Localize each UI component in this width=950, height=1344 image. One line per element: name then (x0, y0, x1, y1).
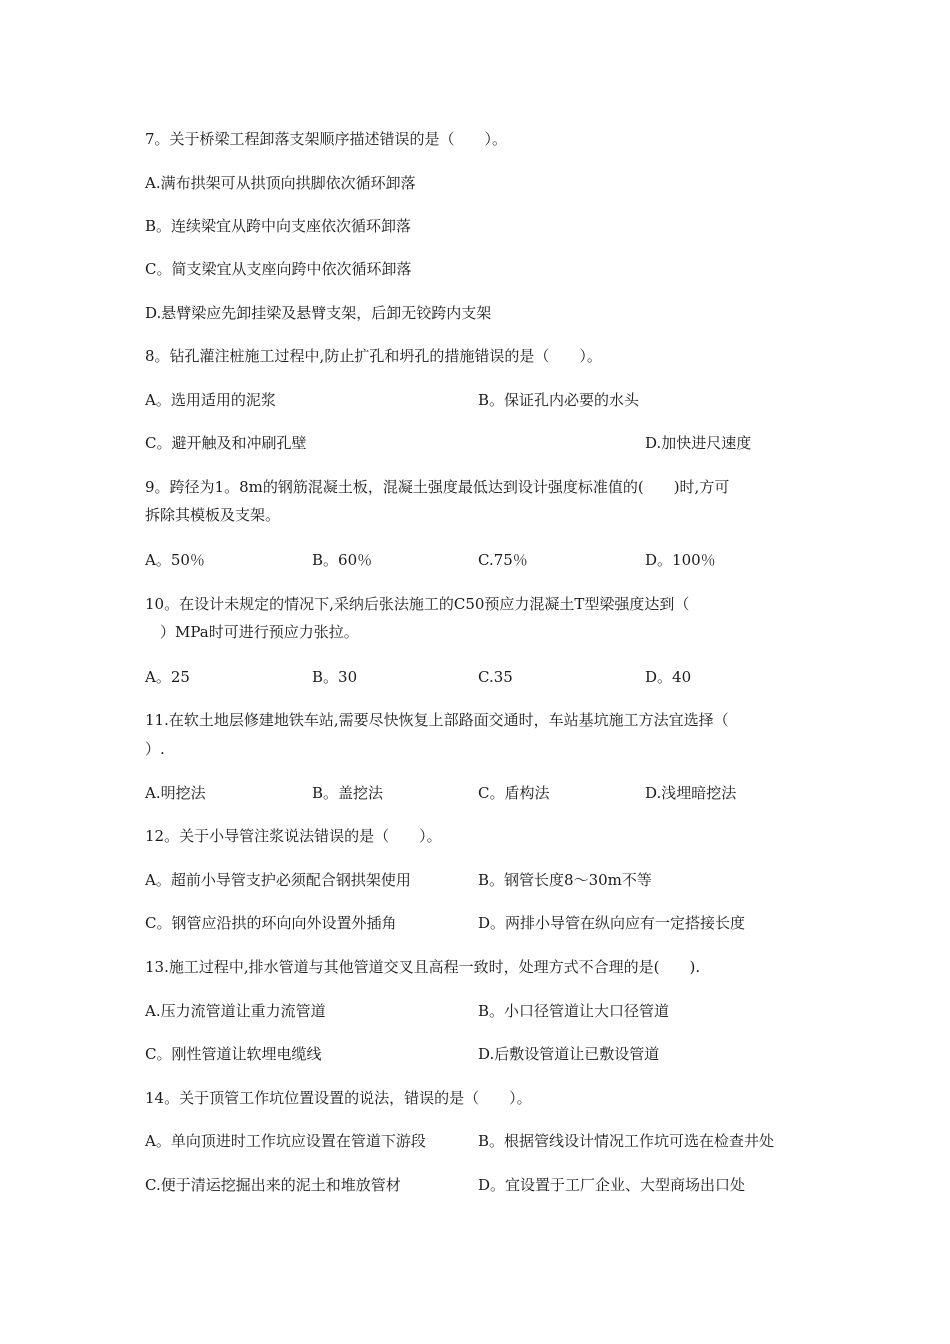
question-9-option-d: D。100％ (645, 551, 716, 569)
question-11-stem-line-2: ）. (145, 740, 165, 758)
question-9-stem-line-1: 9。跨径为1。8m的钢筋混凝土板，混凝土强度最低达到设计强度标准值的( )时,方可 (145, 478, 730, 496)
question-10-option-c: C.35 (478, 668, 513, 686)
question-8-option-a: A。选用适用的泥浆 (145, 391, 276, 409)
question-12-option-a: A。超前小导管支护必须配合钢拱架使用 (145, 871, 411, 889)
question-11-stem-line-1: 11.在软土地层修建地铁车站,需要尽快恢复上部路面交通时，车站基坑施工方法宜选择（ (145, 711, 729, 729)
question-7-option-a: A.满布拱架可从拱顶向拱脚依次循环卸落 (145, 174, 416, 192)
question-10-stem-line-1: 10。在设计未规定的情况下,采纳后张法施工的C50预应力混凝土T型梁强度达到（ (145, 595, 690, 613)
question-12-option-c: C。钢管应沿拱的环向向外设置外插角 (145, 914, 397, 932)
question-14-option-b: B。根据管线设计情况工作坑可选在检查井处 (478, 1132, 775, 1150)
question-14-option-a: A。单向顶进时工作坑应设置在管道下游段 (145, 1132, 426, 1150)
question-12-option-d: D。两排小导管在纵向应有一定搭接长度 (478, 914, 746, 932)
question-11-option-b: B。盖挖法 (312, 784, 384, 802)
question-13-stem: 13.施工过程中,排水管道与其他管道交叉且高程一致时，处理方式不合理的是( ). (145, 958, 701, 976)
question-9-option-a: A。50％ (145, 551, 205, 569)
question-10-option-a: A。25 (145, 668, 190, 686)
question-14-option-d: D。宜设置于工厂企业、大型商场出口处 (478, 1176, 746, 1194)
question-12-option-b: B。钢管长度8～30m不等 (478, 871, 652, 889)
question-7-option-d: D.悬臂梁应先卸挂梁及悬臂支架，后卸无铰跨内支架 (145, 304, 492, 322)
question-13-option-c: C。刚性管道让软埋电缆线 (145, 1045, 322, 1063)
question-8-option-d: D.加快进尺速度 (645, 434, 752, 452)
question-10-option-d: D。40 (645, 668, 692, 686)
question-11-option-c: C。盾构法 (478, 784, 550, 802)
question-8-option-c: C。避开触及和冲刷孔壁 (145, 434, 307, 452)
question-13-option-a: A.压力流管道让重力流管道 (145, 1002, 326, 1020)
question-9-option-b: B。60％ (312, 551, 373, 569)
question-9-option-c: C.75％ (478, 551, 528, 569)
question-9-stem-line-2: 拆除其模板及支架。 (145, 506, 281, 524)
question-12-stem: 12。关于小导管注浆说法错误的是（ ）。 (145, 827, 442, 845)
question-7-option-b: B。连续梁宜从跨中向支座依次循环卸落 (145, 217, 412, 235)
question-7-stem: 7。关于桥梁工程卸落支架顺序描述错误的是（ ）。 (145, 130, 508, 148)
question-14-stem: 14。关于顶管工作坑位置设置的说法，错误的是（ ）。 (145, 1089, 532, 1107)
question-13-option-d: D.后敷设管道让已敷设管道 (478, 1045, 660, 1063)
question-10-option-b: B。30 (312, 668, 358, 686)
question-11-option-d: D.浅埋暗挖法 (645, 784, 737, 802)
question-7-option-c: C。简支梁宜从支座向跨中依次循环卸落 (145, 260, 412, 278)
question-11-option-a: A.明挖法 (145, 784, 206, 802)
question-8-stem: 8。钻孔灌注桩施工过程中,防止扩孔和坍孔的措施错误的是（ ）。 (145, 347, 602, 365)
question-8-option-b: B。保证孔内必要的水头 (478, 391, 640, 409)
question-10-stem-line-2: ）MPa时可进行预应力张拉。 (145, 623, 359, 641)
question-13-option-b: B。小口径管道让大口径管道 (478, 1002, 670, 1020)
question-14-option-c: C.便于清运挖掘出来的泥土和堆放管材 (145, 1176, 401, 1194)
